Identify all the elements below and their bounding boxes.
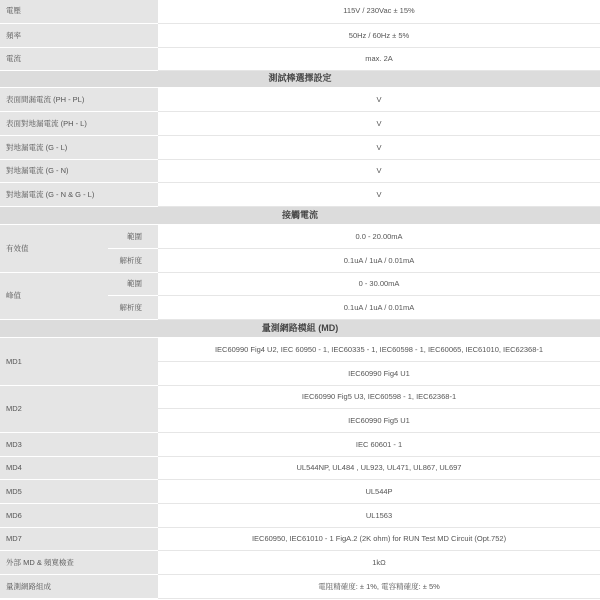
peak-resolution-value: 0.1uA / 1uA / 0.01mA	[158, 295, 600, 319]
md1-label: MD1	[0, 337, 158, 385]
probe-selection-title: 測試棒選擇設定	[0, 70, 600, 87]
voltage-value: 115V / 230Vac ± 15%	[158, 0, 600, 23]
current-value: max. 2A	[158, 47, 600, 70]
md2-value: IEC60990 Fig5 U1	[158, 408, 600, 432]
probe-row-value: V	[158, 182, 600, 206]
md4-label: MD4	[0, 456, 158, 479]
table-row	[0, 23, 600, 47]
table-row	[0, 47, 600, 70]
network-value: 電阻精確度: ± 1%, 電容精確度: ± 5%	[158, 574, 600, 598]
table-row	[0, 0, 600, 23]
table-row	[0, 432, 600, 456]
probe-row-label: 表面間漏電流 (PH - PL)	[0, 87, 158, 111]
frequency-label: 頻率	[0, 23, 158, 47]
table-row	[0, 111, 600, 135]
current-label: 電流	[0, 47, 158, 70]
external-md-value: 1kΩ	[158, 550, 600, 574]
probe-row-label: 對地漏電流 (G - N & G - L)	[0, 182, 158, 206]
rms-resolution-value: 0.1uA / 1uA / 0.01mA	[158, 248, 600, 272]
peak-range-label: 範圍	[108, 272, 158, 295]
md7-label: MD7	[0, 527, 158, 550]
rms-range-label: 範圍	[108, 224, 158, 248]
probe-row-label: 表面對地漏電流 (PH - L)	[0, 111, 158, 135]
table-row	[0, 272, 600, 295]
peak-resolution-label: 解析度	[108, 295, 158, 319]
md6-label: MD6	[0, 503, 158, 527]
peak-label: 峰值	[0, 272, 108, 319]
rms-range-value: 0.0 - 20.00mA	[158, 224, 600, 248]
external-md-label: 外部 MD & 頻寬檢查	[0, 550, 158, 574]
md1-value: IEC60990 Fig4 U2, IEC 60950 - 1, IEC60335 - 1, IEC60598 - 1, IEC60065, IEC61010, IEC62368-1	[158, 337, 600, 361]
probe-row-label: 對地漏電流 (G - N)	[0, 159, 158, 182]
md4-value: UL544NP, UL484 , UL923, UL471, UL867, UL697	[158, 456, 600, 479]
md-title: 量測網路模組 (MD)	[0, 319, 600, 337]
table-row	[0, 527, 600, 550]
table-row	[0, 456, 600, 479]
section-header	[0, 70, 600, 87]
md2-label: MD2	[0, 385, 158, 432]
table-row	[0, 479, 600, 503]
probe-row-value: V	[158, 111, 600, 135]
table-row	[0, 337, 600, 361]
voltage-label: 電壓	[0, 0, 158, 23]
md7-value: IEC60950, IEC61010 - 1 FigA.2 (2K ohm) for RUN Test MD Circuit (Opt.752)	[158, 527, 600, 550]
md2-value: IEC60990 Fig5 U3, IEC60598 - 1, IEC62368-1	[158, 385, 600, 408]
table-row	[0, 224, 600, 248]
section-header	[0, 319, 600, 337]
table-row	[0, 574, 600, 598]
probe-row-value: V	[158, 159, 600, 182]
md1-value: IEC60990 Fig4 U1	[158, 361, 600, 385]
table-row	[0, 385, 600, 408]
table-row	[0, 182, 600, 206]
rms-resolution-label: 解析度	[108, 248, 158, 272]
table-row	[0, 159, 600, 182]
table-row	[0, 87, 600, 111]
probe-row-label: 對地漏電流 (G - L)	[0, 135, 158, 159]
table-row	[0, 503, 600, 527]
frequency-value: 50Hz / 60Hz ± 5%	[158, 23, 600, 47]
peak-range-value: 0 - 30.00mA	[158, 272, 600, 295]
probe-row-value: V	[158, 135, 600, 159]
network-label: 量測網路組成	[0, 574, 158, 598]
section-header	[0, 206, 600, 224]
table-row	[0, 550, 600, 574]
touch-current-title: 接觸電流	[0, 206, 600, 224]
md6-value: UL1563	[158, 503, 600, 527]
md3-label: MD3	[0, 432, 158, 456]
md5-value: UL544P	[158, 479, 600, 503]
md3-value: IEC 60601 - 1	[158, 432, 600, 456]
probe-row-value: V	[158, 87, 600, 111]
md5-label: MD5	[0, 479, 158, 503]
rms-label: 有效值	[0, 224, 108, 272]
table-row	[0, 135, 600, 159]
